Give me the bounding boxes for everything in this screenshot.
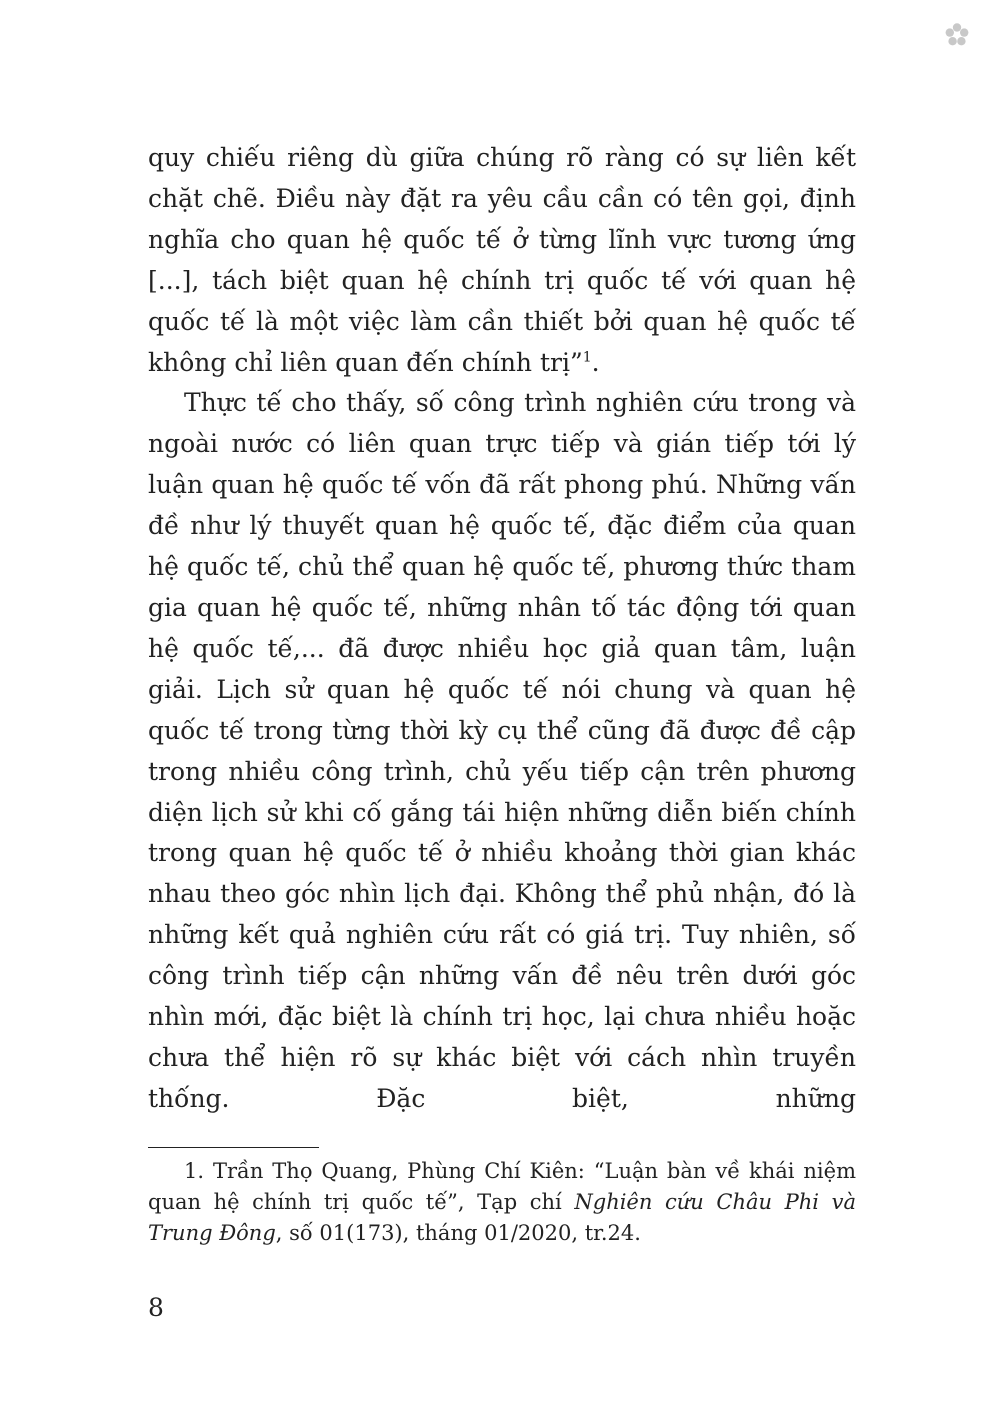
page-number: 8 [148,1293,164,1322]
footnote-reference[interactable]: 1 [582,349,592,366]
body-text [148,138,856,1120]
paragraph-1 [148,138,856,383]
footnote-divider [148,1147,319,1148]
paragraph-1-text: quy chiếu riêng dù giữa chúng rõ ràng có sự liên kết chặt chẽ. Điều này đặt ra yêu cầu cần có tên gọi, định nghĩa cho quan hệ quốc tế ở từng lĩnh vực tương ứng [...], tách biệt quan hệ chính trị quốc tế với quan hệ quốc tế là một việc làm cần thiết bởi quan hệ quốc tế không chỉ liên quan đến chính trị” [148,143,856,377]
paragraph-1-trailing: . [591,347,600,377]
footnote-text-part2: , số 01(173), tháng 01/2020, tr.24. [275,1221,641,1245]
footnote-number: 1. [184,1159,205,1183]
footnote-journal-title: Nghiên cứu Châu Phi và Trung Đông [148,1190,857,1245]
paragraph-2: Thực tế cho thấy, số công trình nghiên cứu trong và ngoài nước có liên quan trực tiếp và gián tiếp tới lý luận quan hệ quốc tế vốn đã rất phong phú. Những vấn đề như lý thuyết quan hệ quốc tế, đặc điểm của quan hệ quốc tế, chủ thể quan hệ quốc tế, phương thức tham gia quan hệ quốc tế, những nhân tố tác động tới quan hệ quốc tế,... đã được nhiều học giả quan tâm, luận giải. Lịch sử quan hệ quốc tế nói chung và quan hệ quốc tế trong từng thời kỳ cụ thể cũng đã được đề cập trong nhiều công trình, chủ yếu tiếp cận trên phương diện lịch sử khi cố gắng tái hiện những diễn biến chính trong quan hệ quốc tế ở nhiều khoảng thời gian khác nhau theo góc nhìn lịch đại. Không thể phủ nhận, đó là những kết quả nghiên cứu rất có giá trị. Tuy nhiên, số công trình tiếp cận những vấn đề nêu trên dưới góc nhìn mới, đặc biệt là chính trị học, lại chưa nhiều hoặc chưa thể hiện rõ sự khác biệt với cách nhìn truyền thống. Đặc biệt, những [148,388,856,1113]
footnote [148,1156,856,1249]
flower-ornament-icon [944,22,970,48]
footnote-text-part1: Trần Thọ Quang, Phùng Chí Kiên: “Luận bàn về khái niệm quan hệ chính trị quốc tế”, Tạp chí [148,1159,856,1214]
